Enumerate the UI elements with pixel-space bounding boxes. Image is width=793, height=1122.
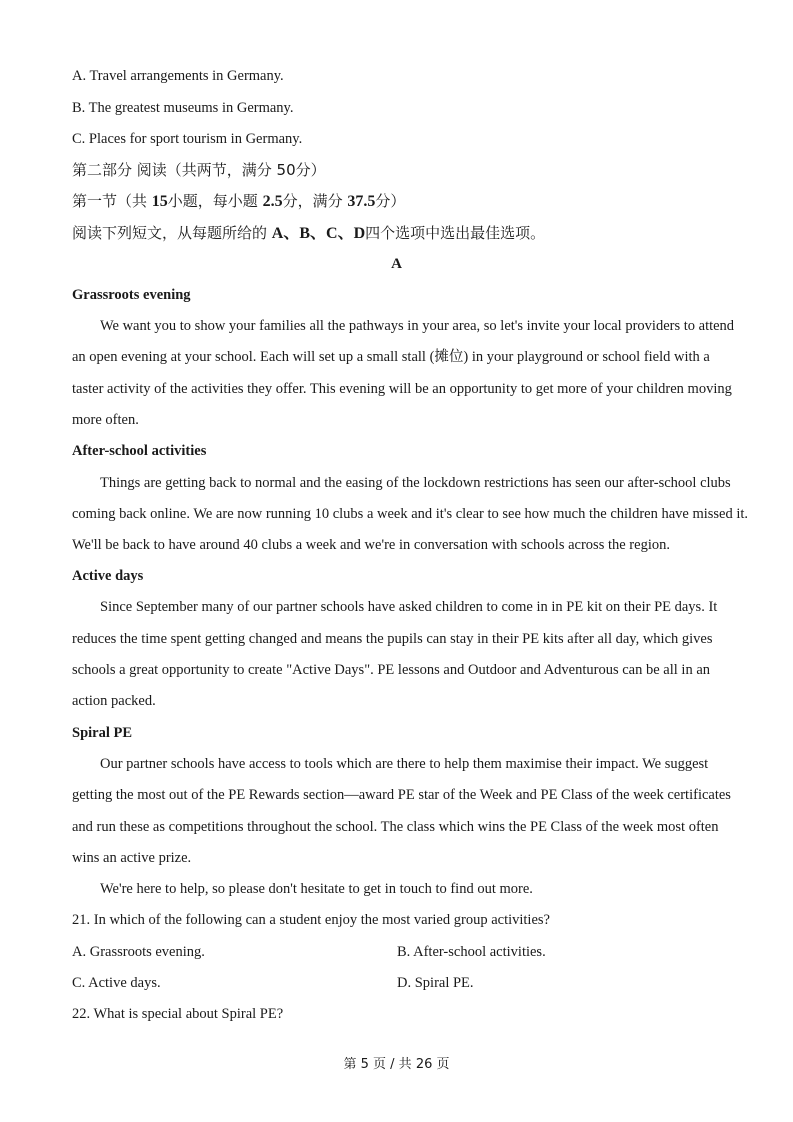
paragraph-line: more often. bbox=[72, 412, 139, 428]
question-21-option-b: B. After-school activities. bbox=[397, 944, 546, 960]
page-number-footer: 第 5 页 / 共 26 页 bbox=[343, 1057, 450, 1072]
paragraph-line: coming back online. We are now running 10 clubs a week and it's clear to see how much the children have missed it. bbox=[72, 506, 749, 522]
section-heading-grassroots: Grassroots evening bbox=[72, 287, 191, 303]
paragraph-line: schools a great opportunity to create "Active Days". PE lessons and Outdoor and Adventurous can be all in an bbox=[72, 662, 711, 678]
prev-option-c: C. Places for sport tourism in Germany. bbox=[72, 131, 303, 147]
passage-letter: A bbox=[391, 256, 402, 272]
paragraph-line: Our partner schools have access to tools which are there to help them maximise their impact. We suggest bbox=[100, 756, 709, 772]
part-heading: 第二部分 阅读（共两节，满分 50分） bbox=[72, 161, 326, 179]
section-heading-active-days: Active days bbox=[72, 568, 144, 584]
paragraph-line: and run these as competitions throughout the school. The class which wins the PE Class of the week most often bbox=[72, 819, 719, 835]
prev-option-a: A. Travel arrangements in Germany. bbox=[72, 68, 284, 84]
paragraph-line: We want you to show your families all the pathways in your area, so let's invite your local providers to attend bbox=[100, 318, 735, 334]
closing-line: We're here to help, so please don't hesitate to get in touch to find out more. bbox=[100, 881, 533, 897]
paragraph-line: action packed. bbox=[72, 693, 156, 709]
paragraph-line: Since September many of our partner schools have asked children to come in in PE kit on their PE days. It bbox=[100, 599, 718, 615]
question-21-option-a: A. Grassroots evening. bbox=[72, 944, 205, 960]
instruction: 阅读下列短文，从每题所给的 A、B、C、D四个选项中选出最佳选项。 bbox=[72, 224, 546, 242]
paragraph-line: wins an active prize. bbox=[72, 850, 192, 866]
paragraph-line: an open evening at your school. Each will set up a small stall (摊位) in your playground or school field with a bbox=[72, 349, 710, 365]
question-21-option-c: C. Active days. bbox=[72, 975, 161, 991]
paragraph-line: reduces the time spent getting changed and means the pupils can stay in their PE kits after all day, which gives bbox=[72, 631, 713, 647]
paragraph-line: We'll be back to have around 40 clubs a week and we're in conversation with schools across the region. bbox=[72, 537, 670, 553]
paragraph-line: Things are getting back to normal and the easing of the lockdown restrictions has seen our after-school clubs bbox=[100, 475, 731, 491]
section-heading-spiral-pe: Spiral PE bbox=[72, 725, 133, 741]
section-heading: 第一节（共 15小题，每小题 2.5分，满分 37.5分） bbox=[72, 192, 406, 210]
paragraph-line: taster activity of the activities they offer. This evening will be an opportunity to get more of your children moving bbox=[72, 381, 732, 397]
question-21-stem: 21. In which of the following can a student enjoy the most varied group activities? bbox=[72, 912, 550, 928]
section-heading-after-school: After-school activities bbox=[72, 443, 207, 459]
question-21-option-d: D. Spiral PE. bbox=[397, 975, 474, 991]
prev-option-b: B. The greatest museums in Germany. bbox=[72, 100, 294, 116]
question-22-stem: 22. What is special about Spiral PE? bbox=[72, 1006, 284, 1022]
paragraph-line: getting the most out of the PE Rewards section—award PE star of the Week and PE Class of the week certificates bbox=[72, 787, 731, 803]
